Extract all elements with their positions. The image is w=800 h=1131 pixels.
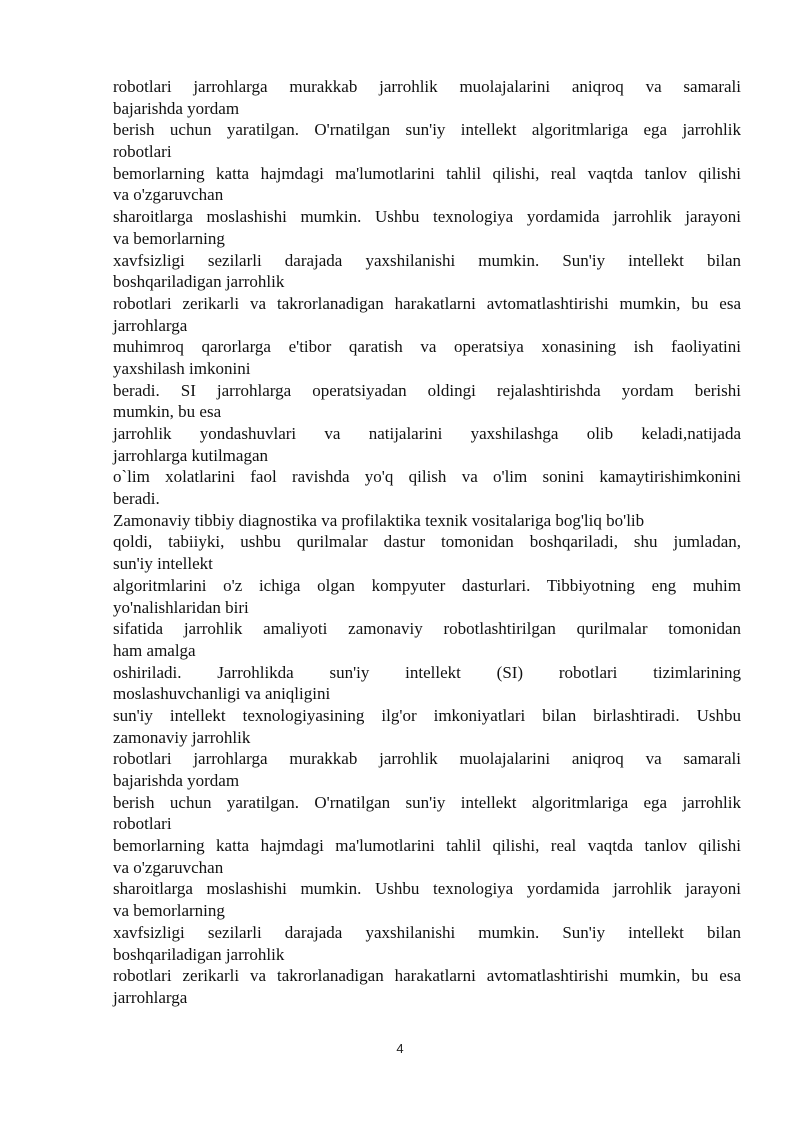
text-line: berish uchun yaratilgan. O'rnatilgan sun'iy intellekt algoritmlariga ega jarrohlik <box>113 792 741 812</box>
text-line: robotlari <box>113 142 172 162</box>
text-line: bajarishda yordam <box>113 98 240 118</box>
text-line: sifatida jarrohlik amaliyoti zamonaviy robotlashtirilgan qurilmalar tomonidan <box>113 619 741 639</box>
text-line: yaxshilash imkonini <box>113 358 251 378</box>
text-line: Zamonaviy tibbiy diagnostika va profilaktika texnik vositalariga bog'liq bo'lib <box>113 510 645 530</box>
text-line: o`lim xolatlarini faol ravishda yo'q qilish va o'lim sonini kamaytirishimkonini <box>113 467 741 487</box>
text-line: bemorlarning katta hajmdagi ma'lumotlarini tahlil qilishi, real vaqtda tanlov qilishi <box>113 163 741 183</box>
text-line: boshqariladigan jarrohlik <box>113 944 285 964</box>
text-line: qoldi, tabiiyki, ushbu qurilmalar dastur tomonidan boshqariladi, shu jumladan, <box>113 532 741 552</box>
text-line: robotlari <box>113 814 172 834</box>
text-line: robotlari zerikarli va takrorlanadigan harakatlarni avtomatlashtirishi mumkin, bu esa <box>113 966 741 986</box>
text-line: bajarishda yordam <box>113 771 240 790</box>
text-line: beradi. SI jarrohlarga operatsiyadan oldingi rejalashtirishda yordam berishi <box>113 380 741 400</box>
text-line: zamonaviy jarrohlik <box>113 727 251 747</box>
text-line: beradi. <box>113 489 160 509</box>
page-number: 4 <box>396 1041 404 1056</box>
text-line: oshiriladi. Jarrohlikda sun'iy intellekt (SI) robotlari tizimlarining <box>113 662 741 682</box>
text-line: muhimroq qarorlarga e'tibor qaratish va operatsiya xonasining ish faoliyatini <box>113 337 741 357</box>
text-line: va o'zgaruvchan <box>113 185 224 205</box>
text-line: bemorlarning katta hajmdagi ma'lumotlarini tahlil qilishi, real vaqtda tanlov qilishi <box>113 836 741 856</box>
text-line: va bemorlarning <box>113 901 225 921</box>
text-line: xavfsizligi sezilarli darajada yaxshilanishi mumkin. Sun'iy intellekt bilan <box>113 922 741 942</box>
text-line: boshqariladigan jarrohlik <box>113 272 285 292</box>
text-line: va o'zgaruvchan <box>113 857 224 877</box>
text-line: sun'iy intellekt <box>113 554 213 574</box>
text-line: jarrohlarga <box>113 315 188 335</box>
text-line: robotlari jarrohlarga murakkab jarrohlik muolajalarini aniqroq va samarali <box>113 749 741 769</box>
text-line: robotlari jarrohlarga murakkab jarrohlik muolajalarini aniqroq va samarali <box>113 77 741 96</box>
text-line: mumkin, bu esa <box>113 402 222 422</box>
text-line: jarrohlik yondashuvlari va natijalarini yaxshilashga olib keladi,natijada <box>113 424 741 443</box>
text-line: sun'iy intellekt texnologiyasining ilg'or imkoniyatlari bilan birlashtiradi. Ushbu <box>113 705 741 725</box>
text-line: algoritmlarini o'z ichiga olgan kompyuter dasturlari. Tibbiyotning eng muhim <box>113 575 741 595</box>
text-line: robotlari zerikarli va takrorlanadigan harakatlarni avtomatlashtirishi mumkin, bu esa <box>113 293 741 313</box>
text-line: xavfsizligi sezilarli darajada yaxshilanishi mumkin. Sun'iy intellekt bilan <box>113 250 741 270</box>
text-line: berish uchun yaratilgan. O'rnatilgan sun'iy intellekt algoritmlariga ega jarrohlik <box>113 120 741 140</box>
text-line: va bemorlarning <box>113 228 225 248</box>
text-line: sharoitlarga moslashishi mumkin. Ushbu texnologiya yordamida jarrohlik jarayoni <box>113 207 741 227</box>
text-line: jarrohlarga kutilmagan <box>113 445 268 465</box>
text-line: ham amalga <box>113 640 196 660</box>
text-line: moslashuvchanligi va aniqligini <box>113 684 331 704</box>
text-line: jarrohlarga <box>113 987 188 1007</box>
body-text <box>113 76 741 1009</box>
text-line: yo'nalishlaridan biri <box>113 597 249 617</box>
text-line: sharoitlarga moslashishi mumkin. Ushbu texnologiya yordamida jarrohlik jarayoni <box>113 879 741 899</box>
